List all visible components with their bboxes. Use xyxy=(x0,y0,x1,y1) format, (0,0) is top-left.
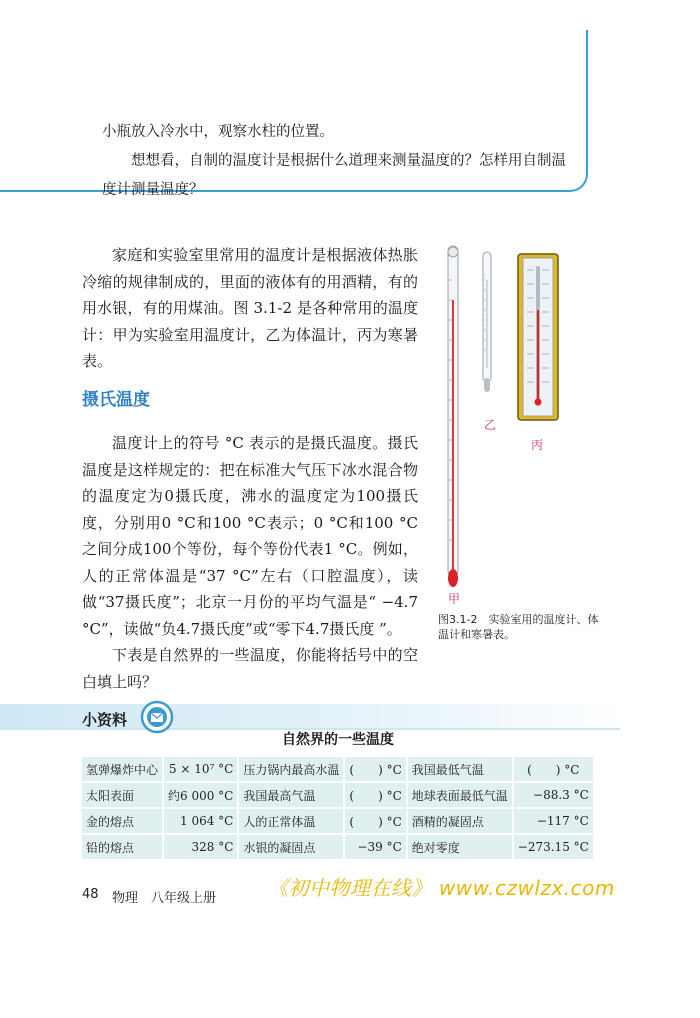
table-cell: −273.15 °C xyxy=(514,835,595,859)
intro-text xyxy=(82,242,418,375)
activity-text xyxy=(102,118,572,205)
data-box-label: 小资料 xyxy=(82,711,128,729)
activity-line-1: 小瓶放入冷水中，观察水柱的位置。 xyxy=(102,124,334,140)
table-title: 自然界的一些温度 xyxy=(282,732,394,748)
table-cell: ( ) °C xyxy=(514,757,595,781)
table-cell: ( ) °C xyxy=(345,757,407,781)
table-cell: −117 °C xyxy=(514,809,595,833)
table-cell: 压力锅内最高水温 xyxy=(239,757,345,781)
table-row xyxy=(82,757,595,781)
table-cell: 人的正常体温 xyxy=(239,809,345,833)
table-row xyxy=(82,835,595,859)
watermark: 《初中物理在线》 www.czwlzx.com xyxy=(268,876,615,900)
book-title: 物理 八年级上册 xyxy=(112,891,217,906)
clinical-thermometer xyxy=(483,252,491,392)
thermometer-figure xyxy=(430,240,610,606)
table-cell: ( ) °C xyxy=(345,783,407,807)
intro-paragraph: 家庭和实验室里常用的温度计是根据液体热胀冷缩的规律制成的，里面的液体有的用酒精，有的用水银，有的用煤油。图 3.1-2 是各种常用的温度计：甲为实验室用温度计，乙为体温计，丙为寒暑表。 xyxy=(82,246,418,370)
table-cell: 我国最低气温 xyxy=(408,757,514,781)
table-row xyxy=(82,783,595,807)
section-paragraph-2: 下表是自然界的一些温度，你能将括号中的空白填上吗？ xyxy=(82,646,418,691)
table-cell: 太阳表面 xyxy=(82,783,164,807)
table-cell: 绝对零度 xyxy=(408,835,514,859)
lab-thermometer xyxy=(448,246,458,587)
table-cell: 酒精的凝固点 xyxy=(408,809,514,833)
table-row xyxy=(82,809,595,833)
section-paragraph-1: 温度计上的符号 °C 表示的是摄氏温度。摄氏温度是这样规定的：把在标准大气压下冰水混合物的温度定为0摄氏度，沸水的温度定为100摄氏度，分别用0 °C和100 °C表示；0 °C和100 °C之间分成100个等份，每个等份代表1 °C。例如，人的正常体温是“37 °C”左右（口腔温度），读做“37摄氏度”；北京一月份的平均气温是“ −4.7 °C”，读做“负4.7摄氏度”或“零下4.7摄氏度 ”。 xyxy=(82,434,418,638)
activity-line-2: 想想看，自制的温度计是根据什么道理来测量温度的？怎样用自制温度计测量温度？ xyxy=(102,153,566,198)
table-cell: 铅的熔点 xyxy=(82,835,164,859)
table-cell: ( ) °C xyxy=(345,809,407,833)
table-cell: 地球表面最低气温 xyxy=(408,783,514,807)
table-cell: 约6 000 °C xyxy=(164,783,239,807)
table-cell: 我国最高气温 xyxy=(239,783,345,807)
temperature-table xyxy=(82,755,595,861)
table-cell: 金的熔点 xyxy=(82,809,164,833)
table-cell: 水银的凝固点 xyxy=(239,835,345,859)
thermometer-illustration xyxy=(430,240,610,600)
table-cell: 328 °C xyxy=(164,835,239,859)
page-number: 48 xyxy=(82,887,99,902)
label-jia: 甲 xyxy=(448,592,461,606)
section-title: 摄氏温度 xyxy=(82,390,150,410)
table-cell: 1 064 °C xyxy=(164,809,239,833)
label-yi: 乙 xyxy=(484,418,497,432)
wall-thermometer xyxy=(518,254,558,420)
section-body xyxy=(82,430,418,695)
table-cell: −88.3 °C xyxy=(514,783,595,807)
figure-caption: 图3.1-2 实验室用的温度计、体温计和寒暑表。 xyxy=(438,613,599,641)
table-cell: −39 °C xyxy=(345,835,407,859)
table-cell: 氢弹爆炸中心 xyxy=(82,757,164,781)
label-bing: 丙 xyxy=(531,438,544,452)
table-cell: 5 × 10⁷ °C xyxy=(164,757,239,781)
